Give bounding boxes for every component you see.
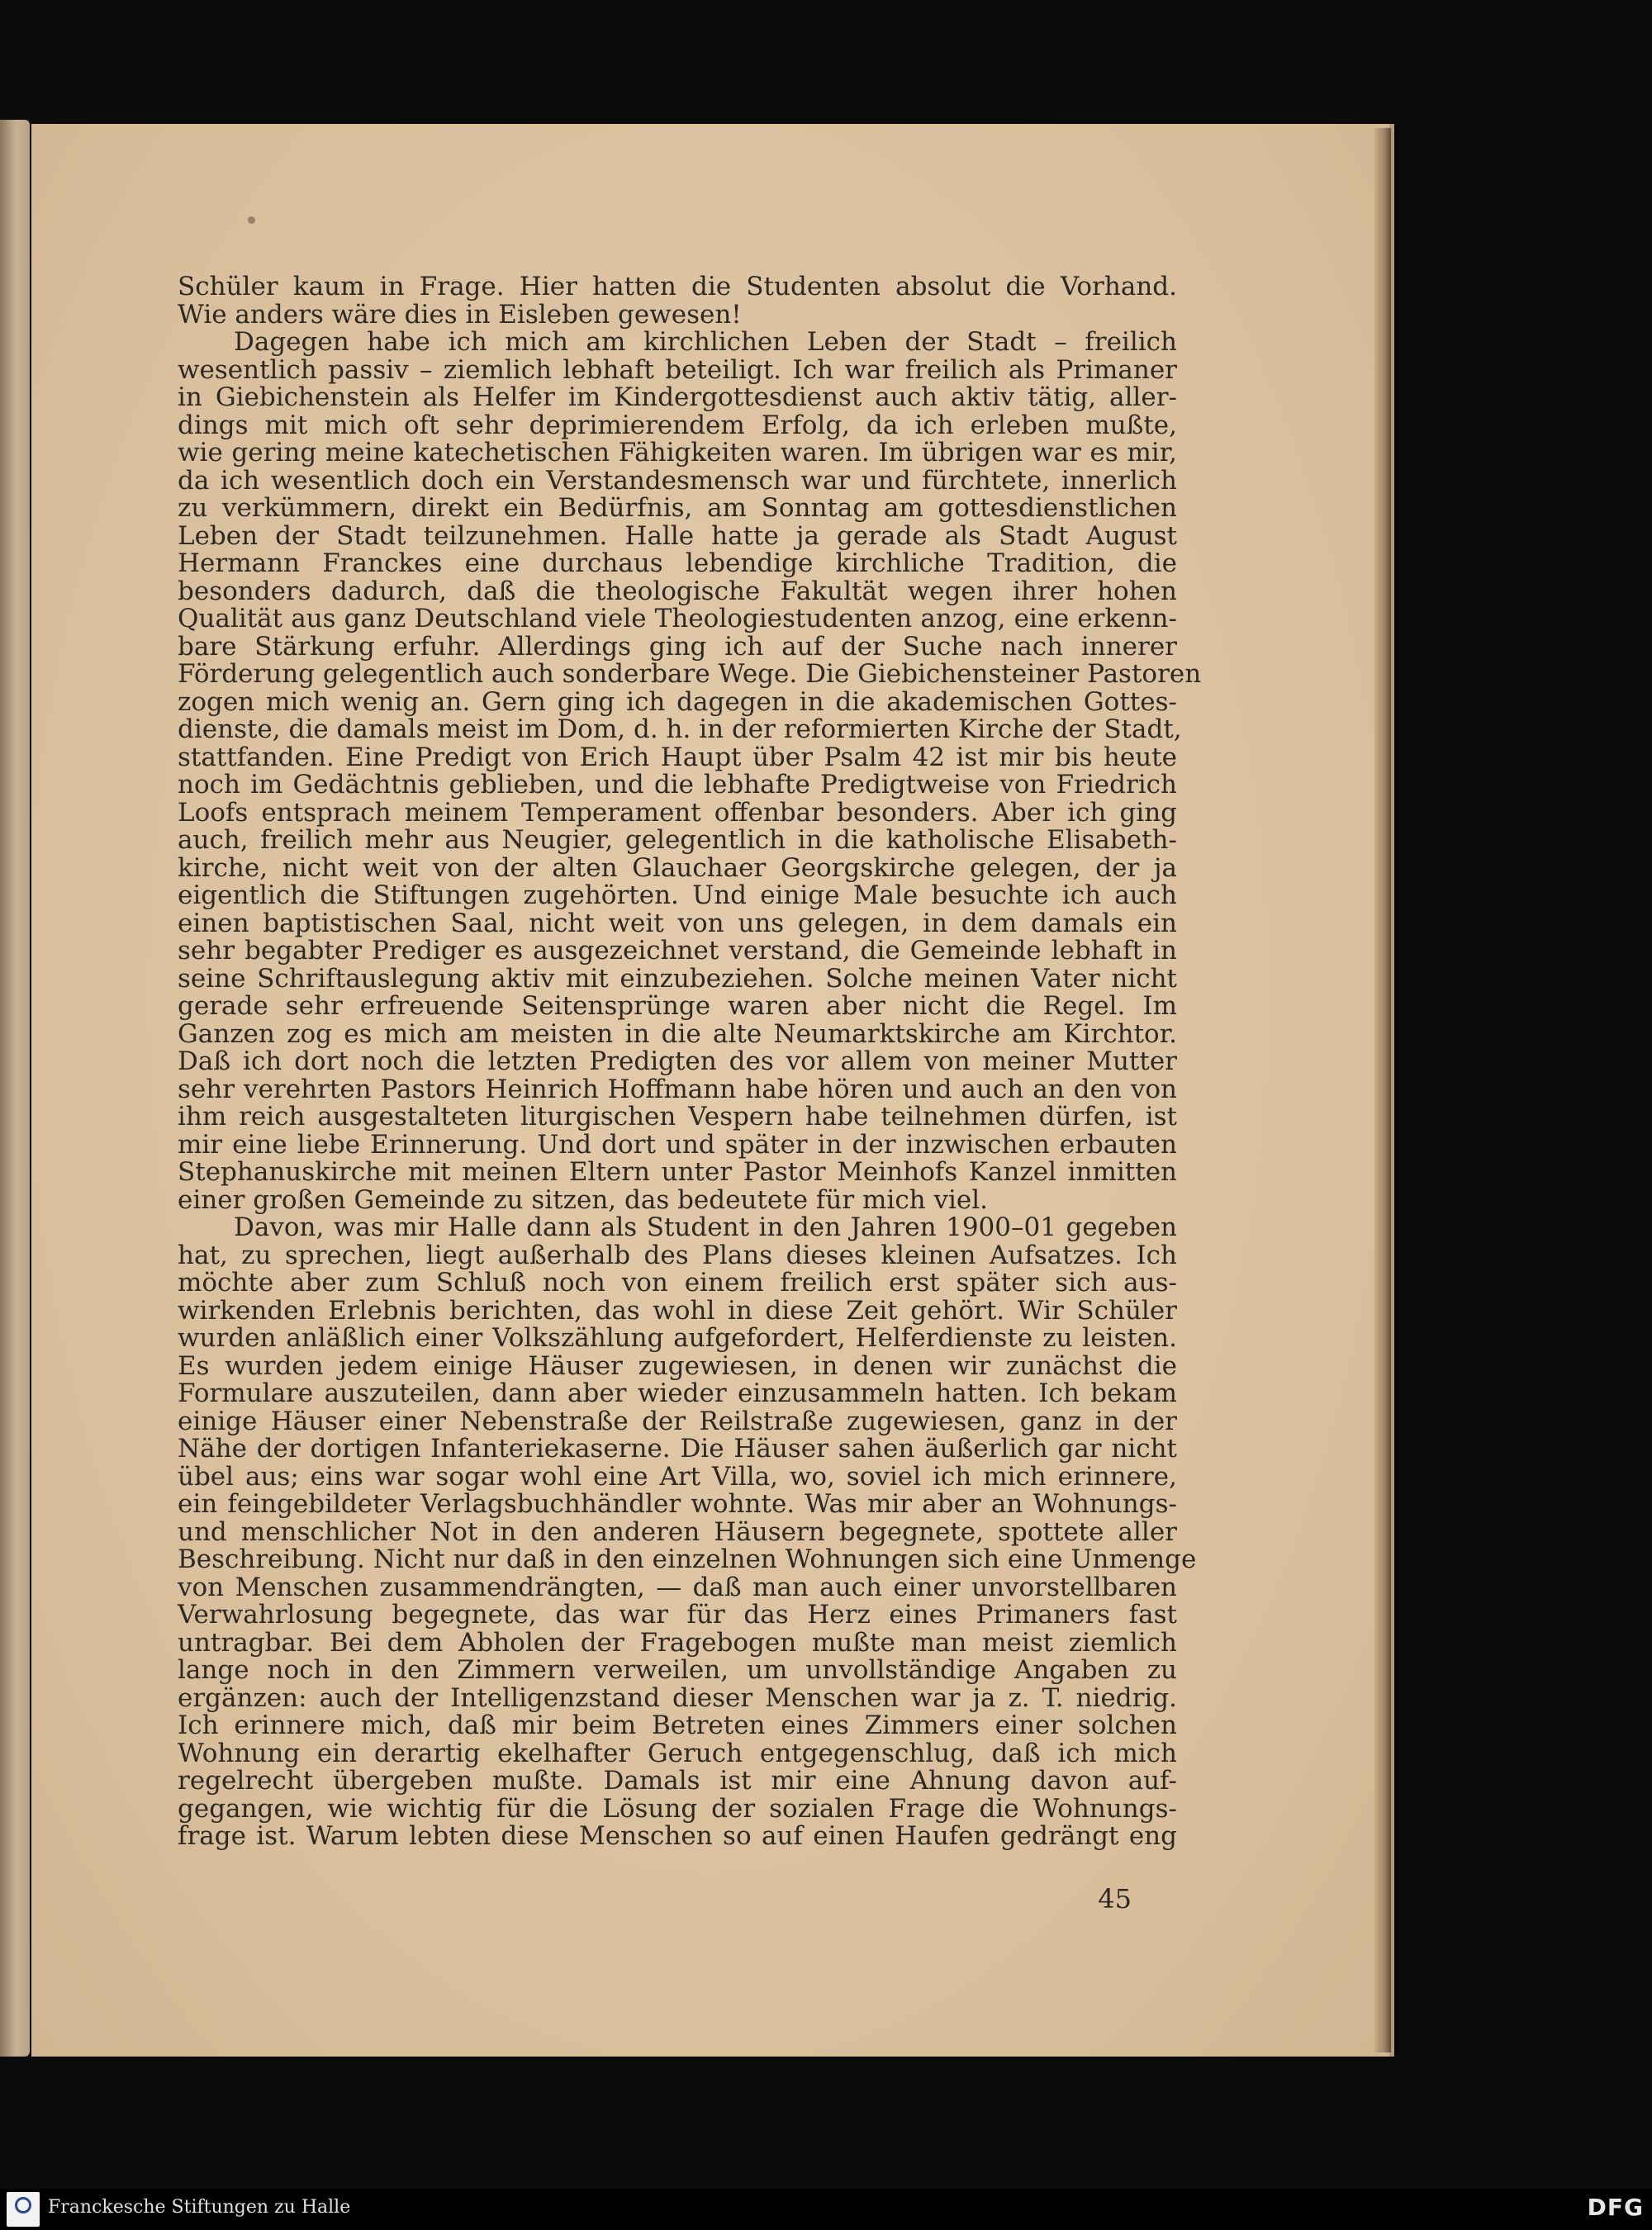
text-line: Dagegen habe ich mich am kirchlichen Leben der Stadt – freilich [234,327,1177,357]
dust-mark [248,216,255,224]
text-line: kirche, nicht weit von der alten Glauchaer Georgskirche gelegen, der ja [178,852,1177,883]
text-line: wesentlich passiv – ziemlich lebhaft beteiligt. Ich war freilich als Primaner [178,354,1177,385]
text-line: auch, freilich mehr aus Neugier, gelegentlich in die katholische Elisabeth- [178,825,1177,855]
text-line: gegangen, wie wichtig für die Lösung der sozialen Frage die Wohnungs- [178,1793,1177,1824]
text-line: sehr verehrten Pastors Heinrich Hoffmann habe hören und auch an den von [178,1074,1177,1104]
text-line: Loofs entsprach meinem Temperament offenbar besonders. Aber ich ging [178,797,1177,828]
text-line: Es wurden jedem einige Häuser zugewiesen, in denen wir zunächst die [178,1350,1177,1381]
text-line: ergänzen: auch der Intelligenzstand dieser Menschen war ja z. T. niedrig. [178,1682,1177,1713]
text-line: zu verkümmern, direkt ein Bedürfnis, am Sonntag am gottesdienstlichen [178,493,1177,523]
text-line: einige Häuser einer Nebenstraße der Reilstraße zugewiesen, ganz in der [178,1406,1177,1436]
text-line: Beschreibung. Nicht nur daß in den einzelnen Wohnungen sich eine Unmenge [178,1544,1197,1574]
text-line: möchte aber zum Schluß noch von einem freilich erst später sich aus- [178,1268,1177,1298]
text-line: Davon, was mir Halle dann als Student in den Jahren 1900–01 gegeben [234,1212,1177,1242]
text-line: Ganzen zog es mich am meisten in die alte Neumarktskirche am Kirchtor. [178,1018,1177,1049]
text-line: Leben der Stadt teilzunehmen. Halle hatte ja gerade als Stadt August [178,520,1177,551]
text-line: Nähe der dortigen Infanteriekaserne. Die Häuser sahen äußerlich gar nicht [178,1434,1177,1464]
institution-name[interactable]: Franckesche Stiftungen zu Halle [48,2197,351,2218]
text-line: Schüler kaum in Frage. Hier hatten die Studenten absolut die Vorhand. [178,272,1177,301]
text-line: zogen mich wenig an. Gern ging ich dagegen in die akademischen Gottes- [178,686,1177,717]
text-line: seine Schriftauslegung aktiv mit einzubeziehen. Solche meinen Vater nicht [178,963,1177,994]
text-line: da ich wesentlich doch ein Verstandesmensch war und fürchtete, innerlich [178,465,1177,496]
text-line: wurden anläßlich einer Volkszählung aufgefordert, Helferdienste zu leisten. [178,1323,1177,1353]
text-line: einer großen Gemeinde zu sitzen, das bedeutete für mich viel. [178,1184,989,1215]
page-stack-edge [1374,128,1391,2052]
text-line: Ich erinnere mich, daß mir beim Betreten eines Zimmers einer solchen [178,1710,1177,1740]
body-text [178,272,1202,1851]
text-line: dienste, die damals meist im Dom, d. h. in der reformierten Kirche der Stadt, [178,714,1182,744]
text-line: Förderung gelegentlich auch sonderbare Wege. Die Giebichensteiner Pastoren [178,659,1202,689]
text-line: in Giebichenstein als Helfer im Kindergottesdienst auch aktiv tätig, aller- [178,382,1177,412]
text-line: bare Stärkung erfuhr. Allerdings ging ich auf der Suche nach innerer [178,631,1177,662]
text-line: Wohnung ein derartig ekelhafter Geruch entgegenschlug, daß ich mich [178,1738,1177,1768]
text-line: wie gering meine katechetischen Fähigkeiten waren. Im übrigen war es mir, [178,438,1177,467]
text-line: ein feingebildeter Verlagsbuchhändler wohnte. Was mir aber an Wohnungs- [178,1489,1177,1519]
text-line: Qualität aus ganz Deutschland viele Theologiestudenten anzog, eine erkenn- [178,604,1177,633]
text-line: untragbar. Bei dem Abholen der Fragebogen mußte man meist ziemlich [178,1627,1177,1658]
previous-page-edge [0,120,30,2057]
text-line: noch im Gedächtnis geblieben, und die lebhafte Predigtweise von Friedrich [178,770,1177,799]
institution-logo-icon[interactable] [7,2192,40,2227]
text-line: regelrecht übergeben mußte. Damals ist mir eine Ahnung davon auf- [178,1766,1177,1796]
text-line: dings mit mich oft sehr deprimierendem Erfolg, da ich erleben mußte, [178,410,1177,440]
text-line: ihm reich ausgestalteten liturgischen Vespern habe teilnehmen dürfen, ist [178,1102,1177,1132]
text-line: stattfanden. Eine Predigt von Erich Haupt über Psalm 42 ist mir bis heute [178,742,1177,772]
text-line: frage ist. Warum lebten diese Menschen so auf einen Haufen gedrängt eng [178,1821,1177,1851]
text-line: hat, zu sprechen, liegt außerhalb des Plans dieses kleinen Aufsatzes. Ich [178,1240,1177,1270]
text-line: Stephanuskirche mit meinen Eltern unter Pastor Meinhofs Kanzel inmitten [178,1157,1177,1187]
text-line: eigentlich die Stiftungen zugehörten. Und einige Male besuchte ich auch [178,880,1177,910]
text-line: gerade sehr erfreuende Seitensprünge waren aber nicht die Regel. Im [178,991,1177,1021]
text-line: Formulare auszuteilen, dann aber wieder einzusammeln hatten. Ich bekam [178,1378,1177,1408]
text-line: mir eine liebe Erinnerung. Und dort und später in der inzwischen erbauten [178,1129,1177,1160]
text-line: einen baptistischen Saal, nicht weit von uns gelegen, in dem damals ein [178,908,1177,938]
footer-bar [0,2189,1652,2230]
text-line: Verwahrlosung begegnete, das war für das Herz eines Primaners fast [178,1600,1177,1630]
page-number: 45 [1098,1883,1132,1914]
text-line: Hermann Franckes eine durchaus lebendige kirchliche Tradition, die [178,548,1177,578]
text-line: sehr begabter Prediger es ausgezeichnet verstand, die Gemeinde lebhaft in [178,936,1177,966]
dfg-logo[interactable]: DFG [1587,2194,1644,2221]
text-line: Wie anders wäre dies in Eisleben gewesen! [178,299,742,330]
text-line: besonders dadurch, daß die theologische Fakultät wegen ihrer hohen [178,576,1177,606]
text-line: und menschlicher Not in den anderen Häusern begegnete, spottete aller [178,1516,1177,1547]
text-line: Daß ich dort noch die letzten Predigten des vor allem von meiner Mutter [178,1046,1177,1076]
text-line: wirkenden Erlebnis berichten, das wohl in diese Zeit gehört. Wir Schüler [178,1295,1177,1326]
text-line: lange noch in den Zimmern verweilen, um unvollständige Angaben zu [178,1655,1177,1685]
text-line: von Menschen zusammendrängten, — daß man auch einer unvorstellbaren [178,1572,1177,1602]
text-line: übel aus; eins war sogar wohl eine Art Villa, wo, soviel ich mich erinnere, [178,1461,1177,1492]
